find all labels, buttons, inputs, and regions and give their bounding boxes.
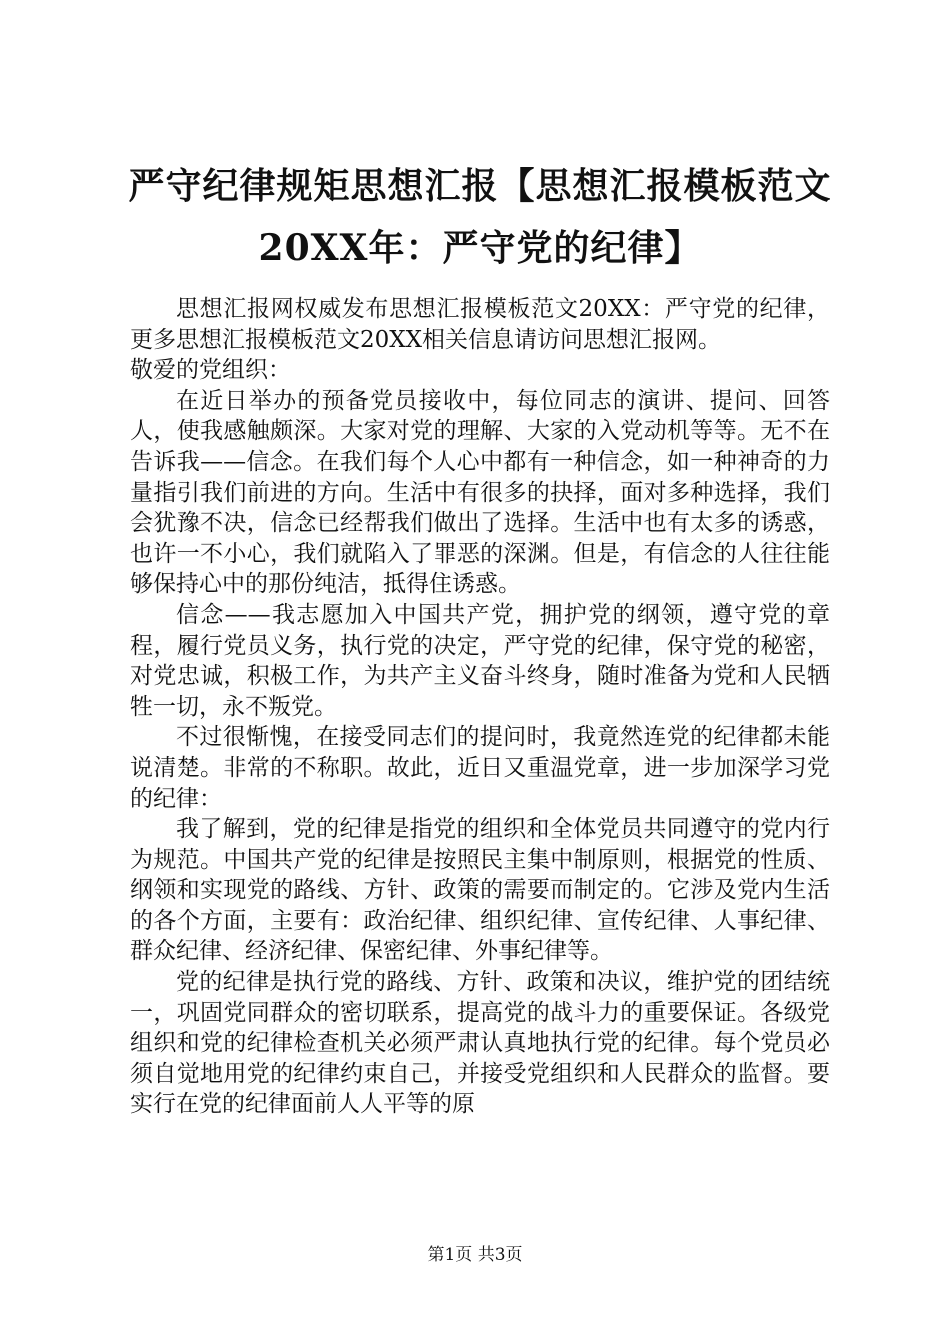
paragraph-salutation: 敬爱的党组织： [130, 357, 291, 384]
page-footer: 第1页 共3页 [427, 1245, 523, 1265]
paragraph-belief: 在近日举办的预备党员接收中，每位同志的演讲、提问、回答人，使我感触颇深。大家对党的理解、大家的入党动机等等。无不在告诉我——信念。在我们每个人心中都有一种信念，如一种神奇的力量指引我们前进的方向。生活中有很多的抉择，面对多种选择，我们会犹豫不决，信念已经帮我们做出了选择。生活中也有太多的诱惑，也许一不小心，我们就陷入了罪恶的深渊。但是，有信念的人往往能够保持心中的那份纯洁，抵得住诱惑。 [130, 387, 830, 598]
paragraph-oath: 信念——我志愿加入中国共产党，拥护党的纲领，遵守党的章程，履行党员义务，执行党的决定，严守党的纪律，保守党的秘密，对党忠诚，积极工作，为共产主义奋斗终身，随时准备为党和人民牺牲一切，永不叛党。 [130, 601, 830, 720]
document-title-line-1: 严守纪律规矩思想汇报【思想汇报模板范文 [128, 165, 832, 207]
document-body [130, 294, 830, 1120]
paragraph-reflection: 不过很惭愧，在接受同志们的提问时，我竟然连党的纪律都未能说清楚。非常的不称职。故此，近日又重温党章，进一步加深学习党的纪律： [130, 724, 830, 812]
paragraph-intro: 思想汇报网权威发布思想汇报模板范文20XX：严守党的纪律，更多思想汇报模板范文20XX相关信息请访问思想汇报网。 [130, 296, 830, 353]
document-title-line-2: 20XX年：严守党的纪律】 [258, 227, 702, 269]
paragraph-discipline-definition: 我了解到，党的纪律是指党的组织和全体党员共同遵守的党内行为规范。中国共产党的纪律是按照民主集中制原则，根据党的性质、纲领和实现党的路线、方针、政策的需要而制定的。它涉及党内生活的各个方面，主要有：政治纪律、组织纪律、宣传纪律、人事纪律、群众纪律、经济纪律、保密纪律、外事纪律等。 [130, 816, 830, 965]
paragraph-discipline-importance: 党的纪律是执行党的路线、方针、政策和决议，维护党的团结统一，巩固党同群众的密切联系，提高党的战斗力的重要保证。各级党组织和党的纪律检查机关必须严肃认真地执行党的纪律。每个党员必须自觉地用党的纪律约束自己，并接受党组织和人民群众的监督。要实行在党的纪律面前人人平等的原 [130, 969, 830, 1118]
